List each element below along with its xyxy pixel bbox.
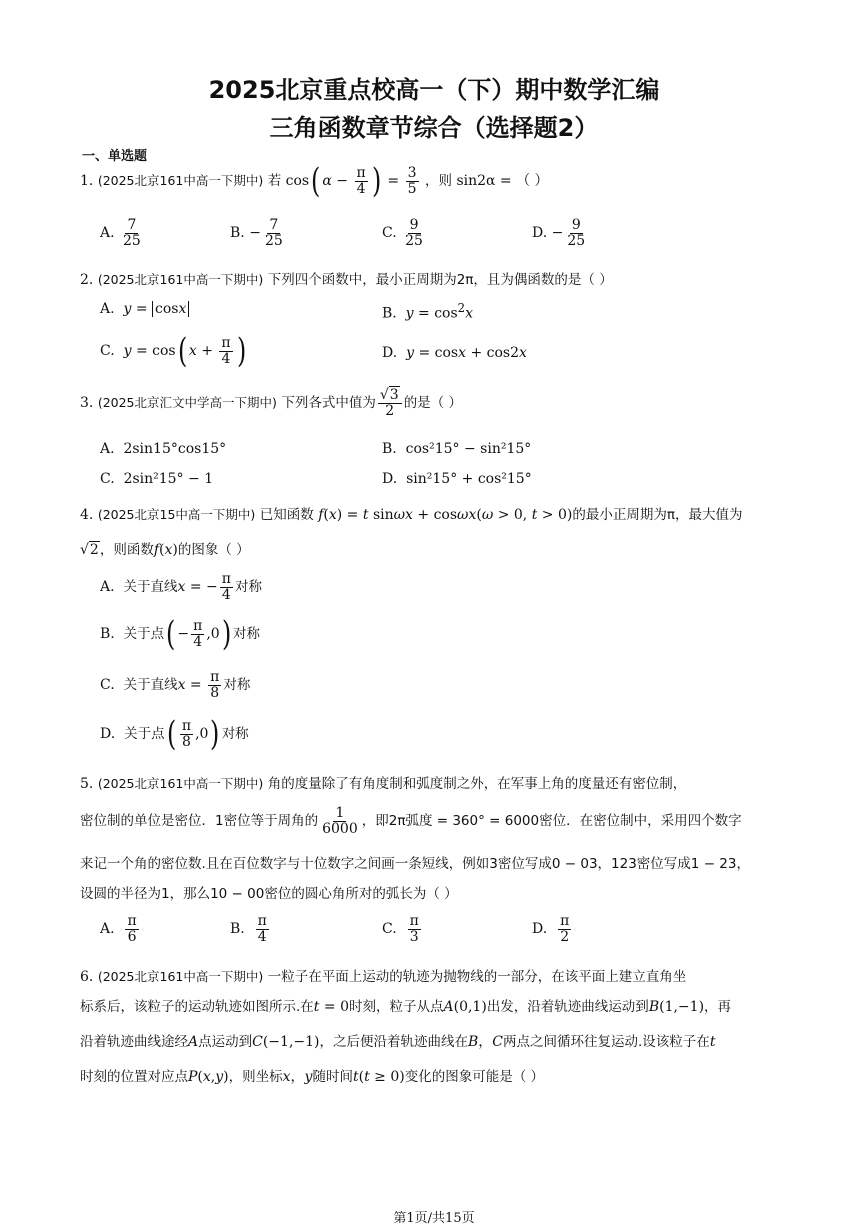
question-source: (2025北京汇文中学高一下期中) — [97, 395, 277, 411]
question-6 — [80, 965, 686, 985]
option-d: D. $\frac{\pi}{2}$ — [532, 913, 570, 945]
question-text-line1: 角的度量除了有角度制和弧度制之外，在军事上角的度量还有密位制， — [267, 776, 687, 792]
option-b: B. 关于点( − $\frac{\pi}{4}$ ,0) 对称 — [100, 614, 260, 654]
option-c: C. $\frac{9}{25}$ — [382, 217, 423, 249]
document-title-line2: 三角函数章节综合（选择题2） — [269, 114, 599, 142]
option-a: A. $\frac{7}{25}$ — [100, 217, 141, 249]
option-b: B. cos²15° − sin²15° — [382, 441, 532, 457]
option-b: B. $y = \cos^2x$ — [382, 301, 473, 322]
option-c: C. 2sin²15° − 1 — [100, 471, 214, 487]
option-c: C. 关于直线x = $\frac{\pi}{8}$ 对称 — [100, 669, 251, 701]
option-c: C. $\frac{\pi}{3}$ — [382, 913, 419, 945]
question-number: 5. — [80, 776, 94, 792]
question-stem-b: 的最小正周期为π，最大值为 — [572, 507, 743, 523]
question-4-line2: √2，则函数f(x)的图象（ ） — [80, 542, 250, 558]
option-d: D. sin²15° + cos²15° — [382, 471, 532, 487]
question-source: (2025北京161中高一下期中) — [97, 272, 264, 287]
question-stem-pre: 若 — [267, 173, 282, 189]
question-4: 4. (2025北京15中高一下期中) 已知函数 f(x) = t sinωx + cosωx(ω > 0, t > 0)的最小正周期为π，最大值为 — [80, 507, 743, 523]
question-3: 3. (2025北京汇文中学高一下期中) 下列各式中值为 $\frac{√3}{2}$ 的是（ ） — [80, 387, 462, 419]
document-title-line1: 2025北京重点校高一（下）期中数学汇编 — [208, 76, 660, 104]
question-5-line4: 设圆的半径为1，那么10 − 00密位的圆心角所对的弧长为（ ） — [80, 886, 458, 902]
question-source: (2025北京15中高一下期中) — [97, 507, 256, 522]
question-5-line2: 密位制的单位是密位．1密位等于周角的 $\frac{1}{6000}$ ，即2π弧度 = 360° = 6000密位．在密位制中，采用四个数字 — [80, 805, 742, 837]
question-stem-post: 的是（ ） — [403, 395, 462, 412]
question-6-line3: 沿着轨迹曲线途经A点运动到C(−1,−1)，之后便沿着轨迹曲线在B，C两点之间循环往复运动.设该粒子在t — [80, 1034, 716, 1050]
question-number: 4. — [80, 507, 94, 523]
question-source: (2025北京161中高一下期中) — [97, 776, 264, 791]
option-a: A. y = cosx — [100, 301, 189, 317]
question-stem-d: 的图象（ ） — [177, 542, 250, 558]
question-ask: sin2α = （ ） — [456, 173, 549, 189]
question-source: (2025北京161中高一下期中) — [97, 969, 264, 984]
question-stem: 下列四个函数中，最小正周期为2π，且为偶函数的是（ ） — [267, 272, 613, 288]
option-b: B. $\frac{\pi}{4}$ — [230, 913, 267, 945]
question-stem-a: 已知函数 — [259, 507, 314, 523]
question-5-line3: 来记一个角的密位数.且在百位数字与十位数字之间画一条短线，例如3密位写成0 − 03，123密位写成1 − 23， — [80, 856, 750, 872]
question-number: 1. — [80, 173, 94, 189]
question-stem-c: ，则函数 — [99, 542, 154, 558]
option-d: D. 关于点( $\frac{\pi}{8}$ ,0) 对称 — [100, 714, 249, 754]
question-number: 2. — [80, 272, 94, 288]
question-text-line2b: ，即2π弧度 = 360° = 6000密位．在密位制中，采用四个数字 — [361, 813, 742, 830]
option-a: A. 关于直线x = − $\frac{\pi}{4}$ 对称 — [100, 571, 262, 603]
question-2 — [80, 268, 613, 288]
option-b: B. − $\frac{7}{25}$ — [230, 217, 283, 249]
option-d: D. − $\frac{9}{25}$ — [532, 217, 586, 249]
question-number: 3. — [80, 395, 94, 412]
section-heading: 一、单选题 — [82, 149, 148, 164]
question-source: (2025北京161中高一下期中) — [97, 173, 264, 188]
question-stem-post: ，则 — [424, 173, 452, 189]
question-6-line4: 时刻的位置对应点P(x,y)，则坐标x，y随时间t(t ≥ 0)变化的图象可能是（ ） — [80, 1069, 545, 1085]
question-stem-pre: 下列各式中值为 — [281, 395, 376, 412]
option-a: A. 2sin15°cos15° — [100, 441, 227, 457]
question-text-line1: 一粒子在平面上运动的轨迹为抛物线的一部分，在该平面上建立直角坐 — [267, 969, 687, 985]
page-footer: 第1页/共15页 — [393, 1211, 475, 1226]
question-1: 1. (2025北京161中高一下期中) 若 cos( α − $\frac{\pi}{4}$ ) = $\frac{3}{5}$ ，则 sin2α = （ ） — [80, 161, 549, 201]
question-number: 6. — [80, 969, 94, 985]
question-text-line2a: 密位制的单位是密位．1密位等于周角的 — [80, 813, 319, 830]
option-a: A. $\frac{\pi}{6}$ — [100, 913, 137, 945]
option-c: C. y = cos( x + $\frac{\pi}{4}$ ) — [100, 331, 246, 371]
question-5 — [80, 772, 686, 792]
question-6-line2: 标系后，该粒子的运动轨迹如图所示.在t = 0时刻，粒子从点A(0,1)出发，沿着轨迹曲线运动到B(1,−1)，再 — [80, 999, 732, 1015]
option-d: D. y = cosx + cos2x — [382, 345, 527, 361]
